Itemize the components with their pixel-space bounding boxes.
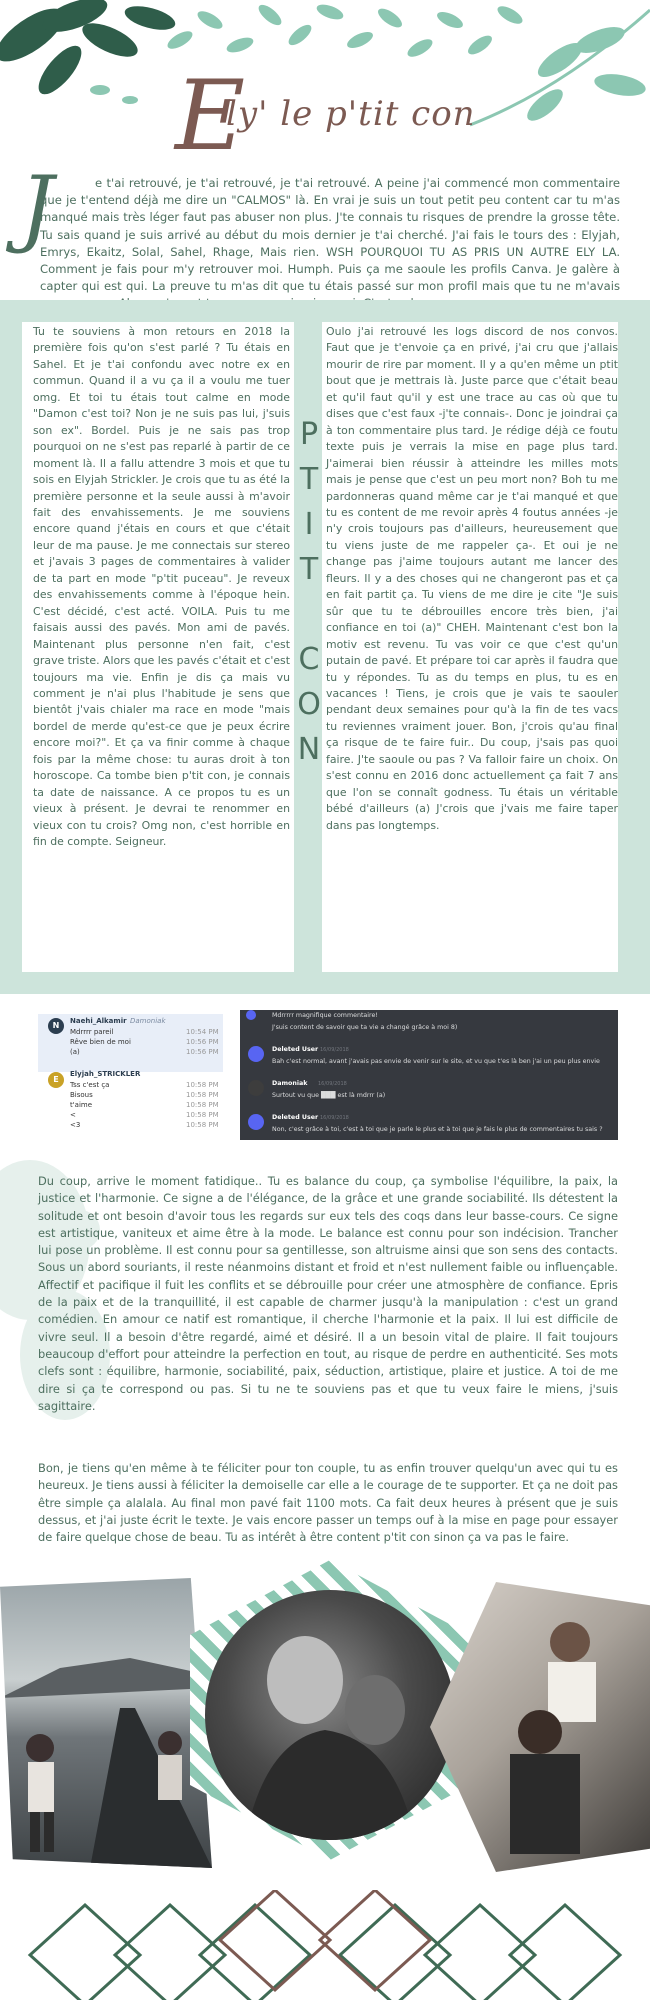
right-column-text: Oulo j'ai retrouvé les logs discord de nos convos. Faut que je t'envoie ça en privé, j'ai cru que j'allais mourir de rire par moment. Il y a qu'en même un ptit bout que je mettrais là. Juste parce que c'était beau et qu'il faut qu'il y est une trace au cas où que tu dises que c'est faux -j'te connais-. Donc je joindrai ça à ton commentaire plus tard. Je rédige déjà ce foutu texte puis je verrais la mise en page plus tard. J'aimerai bien réussir à atteindre les milles mots mais je pense que c'est un peu mort non? Boh tu me pardonneras quand même car je t'ai manqué et que tu es content de me revoir après 4 foutus années -je n'y crois toujours pas d'ailleurs, heureusement que tu viens juste de me rappeler ça-. Et oui je ne change pas j'aime toujours autant me lancer des fleurs. Il y a des choses qui ne changeront pas et ça en fait partit ça. Tu viens de me dire je cite "Je suis sûr que tu te débrouilles encore très bien, j'ai confiance en toi (a)" CHEH. Maintenant c'est bon la motiv est revenu. Tu vas voir ce que c'est qu'un putain de pavé. Et prépare toi car après il faudra que tu y répondes. Tu as du temps en plus, tu es en vacances ! Tiens, je crois que je vais te saouler pendant deux semaines pour qu'à la fin de tes vacs tu reviennes vraiment jouer. Bon, j'crois qu'au final ça risque de te faire fuir.. Du coup, j'sais pas quoi faire. J'te saoule ou pas ? Va falloir faire un choix. On s'est connu en 2016 donc actuellement ça fait 7 ans que l'on se connaît godness. Tu étais un véritable bébé d'ailleurs (a) J'crois que j'vais me faire taper dans pas longtemps.: [326, 325, 618, 832]
message-time: 10:58 PM: [186, 1121, 219, 1129]
vertical-letter: T: [299, 552, 319, 587]
photo-road-couple: [0, 1578, 212, 1868]
message-line: Tss c'est ça: [70, 1081, 110, 1089]
discord-avatar: [248, 1046, 264, 1062]
message-line: <3: [70, 1121, 81, 1129]
message-date: 16/09/2018: [320, 1047, 349, 1053]
message-author: Elyjah_STRICKLER: [70, 1070, 141, 1078]
message-role: Damoniak: [130, 1017, 166, 1025]
intro-dropcap: J: [20, 158, 54, 256]
title-initial: E: [175, 60, 246, 172]
intro-text: e t'ai retrouvé, je t'ai retrouvé, je t'ai retrouvé. A peine j'ai commencé mon commentaire que je t'entend déjà me dire un "CALMOS" là. En vrai je suis un tout petit peu content car tu m'as manqué mais très léger faut pas abuser non plus. J'te connais tu risques de prendre la grosse tête. Tu sais quand je suis arrivé au début du mois dernier je t'ai cherché. J'ai fais le tours des : Elyjah, Emrys, Ekaitz, Solal, Sahel, Rhage, Mais rien. WSH POURQUOI TU AS PRIS UN AUTRE ELY LA. Comment je fais pour m'y retrouver moi. Humph. Puis ça me saoule les profils Canva. Je galère à capter qui est qui. La preuve tu m'as dit que tu étais passé sur mon profil mais que tu ne m'avais: [40, 176, 620, 294]
message-time: 10:56 PM: [186, 1048, 219, 1056]
intro-paragraph: [40, 175, 620, 313]
discord-log-dark: [240, 1010, 618, 1140]
vertical-letter: C: [298, 642, 320, 677]
message-text: Bah c'est normal, avant j'avais pas envie de venir sur le site, et vu que t'es là ben j'ai un peu plus envie: [272, 1058, 600, 1065]
message-author: Naehi_Alkamir: [70, 1017, 127, 1025]
message-line: Rêve bien de moi: [70, 1038, 131, 1046]
message-date: 16/09/2018: [320, 1115, 349, 1121]
message-time: 10:56 PM: [186, 1038, 219, 1046]
message-time: 10:54 PM: [186, 1028, 219, 1036]
vertical-letter: T: [299, 462, 319, 497]
vertical-letter: O: [297, 687, 321, 722]
message-time: 10:58 PM: [186, 1101, 219, 1109]
message-line: t'aime: [70, 1101, 93, 1109]
page-title: [0, 60, 650, 172]
message-author: Damoniak: [272, 1080, 308, 1087]
title-text: ly' le p'tit con: [226, 94, 476, 134]
horoscope-paragraph: Du coup, arrive le moment fatidique.. Tu es balance du coup, ça symbolise l'équilibre, la paix, la justice et l'harmonie. Ce signe a de l'élégance, de la grâce et une grande sociabilité. Ils détestent la solitude et ont besoin d'avoir tous les regards sur eux tels des coqs dans leur basse-cours. Ce signe est artistique, vaniteux et aime être à la mode. Le balance est connu pour son indécision. Trancher lui pose un problème. Il est connu pour sa gentillesse, son altruisme ainsi que son sens des contacts. Sous un abord souriants, il reste néanmoins distant et froid et n'est nullement faible ou influençable. Affectif et pacifique il fuit les conflits et se débrouille pour créer une atmosphère de confiance. Epris de la paix et de la tranquillité, il est capable de charmer jusqu'à la manipulation : c'est un grand comédien. En amour ce natif est romantique, il cherche l'harmonie et la paix. Il lui est difficile de vivre seul. Il a besoin d'être regardé, aimé et désiré. Il a un besoin vital de plaire. Il fait toujours beaucoup d'effort pour atteindre la perfection en tout, au risque de perdre en authenticité. Ses mots clefs sont : équilibre, harmonie, sociabilité, paix, séduction, artistique, plaire et justice. A toi de me dire si ça te correspond ou pas. Si tu ne te souviens pas et que tu veux faire le miens, j'suis sagittaire.: [38, 1174, 618, 1413]
message-time: 10:58 PM: [186, 1081, 219, 1089]
message-line: <: [70, 1111, 76, 1119]
left-column-text: Tu te souviens à mon retours en 2018 la première fois qu'on s'est parlé ? Tu étais en Sahel. Et je t'ai confondu avec notre ex en commun. Quand il a vu ça il a voulu me tuer omg. Et toi tu étais tout calme en mode "Damon c'est toi? Non je ne suis pas lui, j'suis son ex". Bordel. Puis je ne sais pas trop pourquoi on ne s'est pas reparlé à partir de ce moment là. Il a fallu attendre 3 mois et que tu sois en Elyjah Strickler. Je crois que tu as été la première personne et la seule aussi à m'avoir fait des envahissements. Je me souviens encore quand j'étais en cours et que c'était leur de ma pause. Je me connectais sur stereo et j'avais 3 pages de commentaires à valider de ta part en mode "p'tit puceau". Je reveux des envahissements comme à l'époque hein. C'est décidé, c'est acté. VOILA. Puis tu me faisais aussi des pavés. Mon ami de pavés. Maintenant plus personne n'en fait, c'est grave triste. Alors que les pavés c'était et c'est toujours ma vie. Enfin je dis ça mais vu comment je n'ai plus l'habitude je sens que bientôt j'vais chialer ma race en mode "mais bordel de merde qu'est-ce que je peux écrire encore moi?". Et ça va finir comme à chaque fois par la même chose: tu auras droit à ton horoscope. Ca tombe bien p'tit con, je connais ta date de naissance. A ce propos tu es un vieux à présent. Je devrai te renommer en vieux con tu crois? Omg non, c'est horrible en fin de compte. Seigneur.: [33, 325, 290, 849]
band-edge-left: [0, 300, 22, 994]
message-text: Surtout vu que ███ est là mdrrr (a): [272, 1092, 386, 1099]
vertical-letter: P: [299, 417, 319, 452]
discord-avatar: [248, 1114, 264, 1130]
vertical-letter: I: [304, 507, 314, 542]
message-line: Mdrrrrr magnifique commentaire!: [272, 1012, 378, 1019]
discord-avatar: [248, 1080, 264, 1096]
message-text: Non, c'est grâce à toi, c'est à toi que je parle le plus et à toi que je fais le plus de commentaires tu sais ?: [272, 1126, 603, 1133]
message-line: Bisous: [70, 1091, 93, 1099]
message-line: (a): [70, 1048, 80, 1056]
message-line: J'suis content de savoir que ta vie a changé grâce à moi 8): [272, 1024, 458, 1031]
message-time: 10:58 PM: [186, 1091, 219, 1099]
photo-circle-portrait: [205, 1590, 455, 1840]
vertical-word: [295, 412, 323, 772]
avatar: [246, 1010, 256, 1020]
avatar: N: [48, 1018, 64, 1034]
vertical-letter: N: [297, 732, 321, 767]
message-author: Deleted User: [272, 1114, 319, 1121]
band-stripe-top: [0, 300, 650, 322]
photo-piggyback: [430, 1582, 650, 1872]
closing-paragraph: Bon, je tiens qu'en même à te féliciter pour ton couple, tu as enfin trouver quelqu'un avec qui tu es heureux. Je tiens aussi à féliciter la demoiselle car elle a le courage de te supporter. Et ça ne doit pas être simple ça alalala. Au final mon pavé fait 1100 mots. Ca fait deux heures à présent que je suis dessus, et j'ai juste écrit le texte. Je vais encore passer un temps ouf à la mise en page pour essayer de faire quelque chose de beau. Tu as intérêt à être content p'tit con sinon ça va pas le faire.: [38, 1461, 618, 1545]
vertical-spacer: [295, 592, 323, 637]
band-edge-right: [618, 300, 650, 994]
message-date: 16/09/2018: [318, 1081, 347, 1087]
message-time: 10:58 PM: [186, 1111, 219, 1119]
message-line: Mdrrrr pareil: [70, 1028, 114, 1036]
message-author: Deleted User: [272, 1046, 319, 1053]
diamond-pattern-decoration: [0, 1890, 650, 2000]
two-column-section: [0, 300, 650, 1000]
discord-log-light: [38, 1010, 223, 1138]
avatar: E: [48, 1072, 64, 1088]
band-stripe-bottom: [0, 972, 650, 994]
